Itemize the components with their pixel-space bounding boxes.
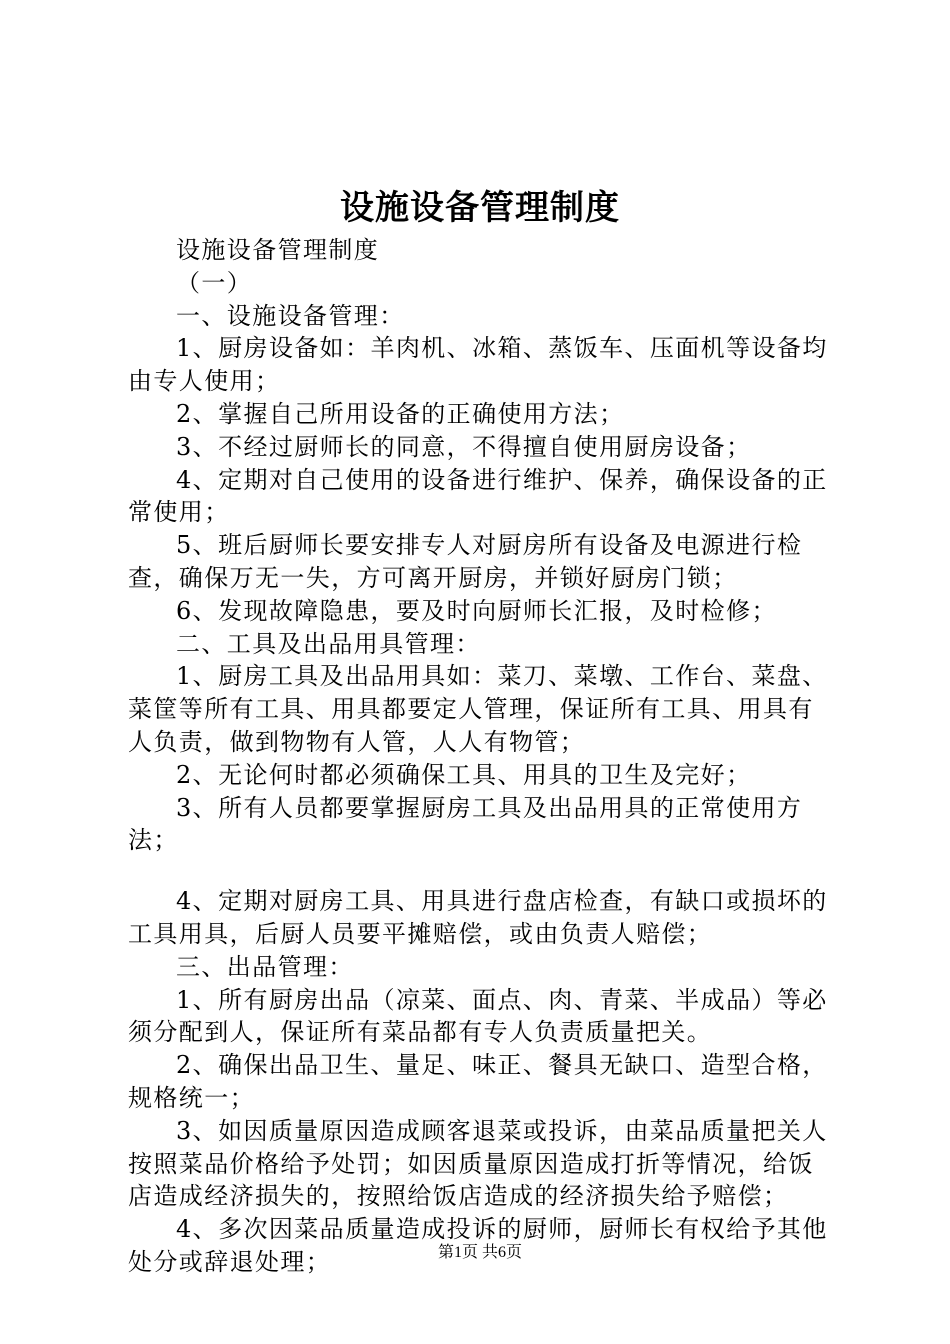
document-body bbox=[128, 234, 838, 1279]
paragraph: 3、所有人员都要掌握厨房工具及出品用具的正常使用方法； bbox=[128, 793, 803, 855]
paragraph: 3、不经过厨师长的同意，不得擅自使用厨房设备； bbox=[176, 432, 752, 461]
document-title: 设施设备管理制度 bbox=[340, 188, 620, 228]
paragraph: 1、所有厨房出品（凉菜、面点、肉、青菜、半成品）等必须分配到人，保证所有菜品都有专人负责质量把关。 bbox=[128, 985, 828, 1047]
paragraph: 2、掌握自己所用设备的正确使用方法； bbox=[176, 399, 625, 428]
paragraph: 4、多次因菜品质量造成投诉的厨师，厨师长有权给予其他处分或辞退处理； bbox=[128, 1215, 828, 1276]
section-heading-facilities: 一、设施设备管理： bbox=[176, 301, 405, 330]
paragraph: （一） bbox=[176, 268, 253, 297]
paragraph: 6、发现故障隐患，要及时向厨师长汇报，及时检修； bbox=[176, 596, 777, 625]
paragraph: 设施设备管理制度 bbox=[176, 236, 380, 264]
paragraph: 1、厨房工具及出品用具如：菜刀、菜墩、工作台、菜盘、菜筐等所有工具、用具都要定人管理，保证所有工具、用具有人负责，做到物物有人管，人人有物管； bbox=[128, 662, 828, 756]
paragraph: 3、如因质量原因造成顾客退菜或投诉，由菜品质量把关人按照菜品价格给予处罚；如因质量原因造成打折等情况，给饭店造成经济损失的，按照给饭店造成的经济损失给予赔偿； bbox=[128, 1116, 828, 1211]
paragraph: 4、定期对厨房工具、用具进行盘店检查，有缺口或损坏的工具用具，后厨人员要平摊赔偿，或由负责人赔偿； bbox=[128, 887, 828, 948]
paragraph: 2、无论何时都必须确保工具、用具的卫生及完好； bbox=[176, 760, 752, 789]
paragraph: 4、定期对自己使用的设备进行维护、保养，确保设备的正常使用； bbox=[128, 465, 828, 527]
paragraph: 2、确保出品卫生、量足、味正、餐具无缺口、造型合格，规格统一； bbox=[128, 1051, 828, 1112]
section-heading-output: 三、出品管理： bbox=[176, 952, 354, 981]
paragraph: 1、厨房设备如：羊肉机、冰箱、蒸饭车、压面机等设备均由专人使用； bbox=[128, 334, 828, 396]
page-number-footer: 第1页 共6页 bbox=[437, 1244, 522, 1261]
paragraph: 5、班后厨师长要安排专人对厨房所有设备及电源进行检查，确保万无一失，方可离开厨房，并锁好厨房门锁； bbox=[128, 531, 803, 592]
section-heading-tools: 二、工具及出品用具管理： bbox=[176, 629, 481, 658]
